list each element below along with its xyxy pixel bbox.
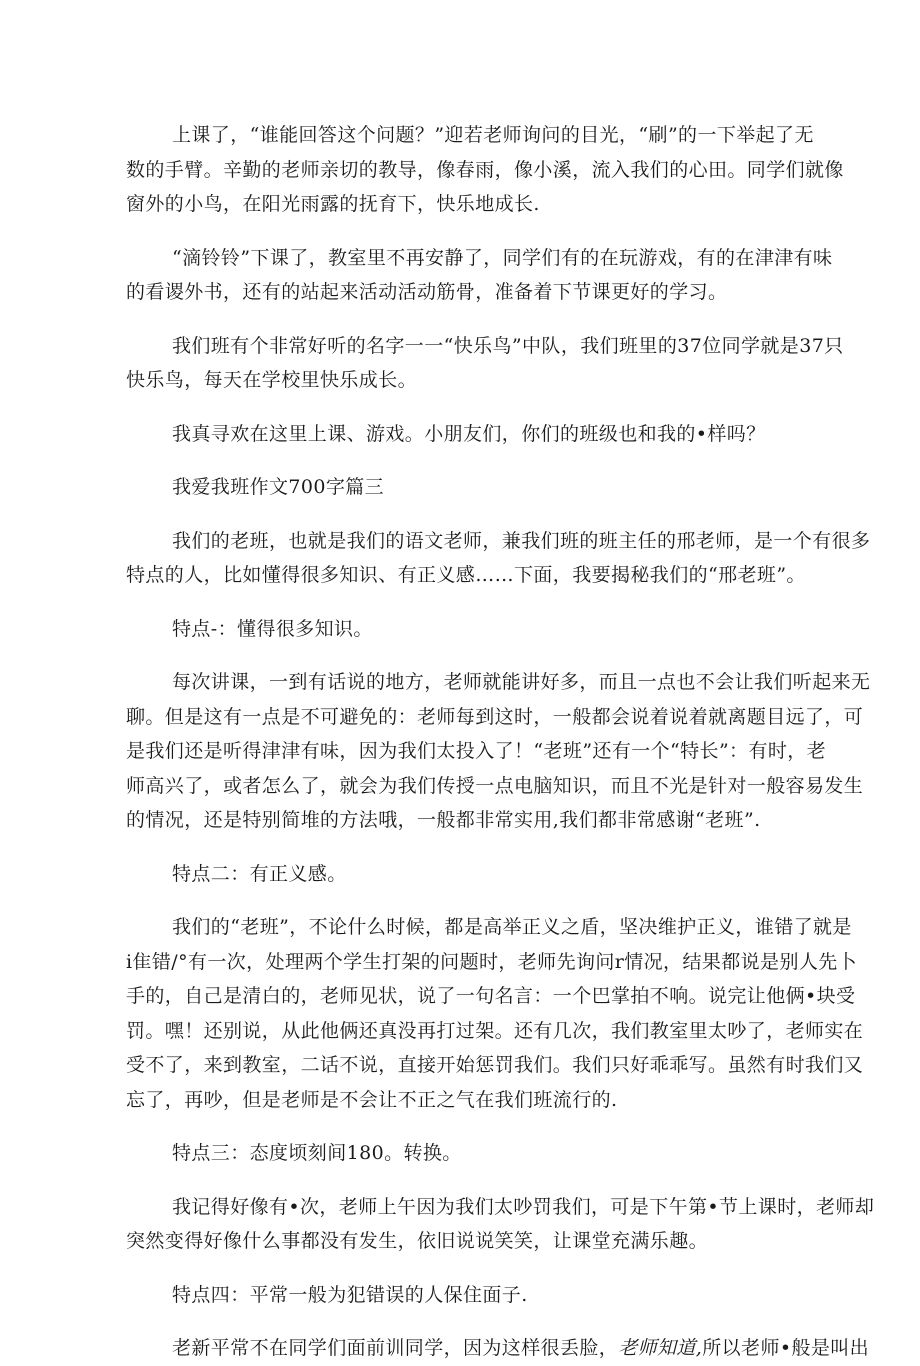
- paragraph-line: 罚。嘿！还别说，从此他俩还真没再打过架。还有几次，我们教室里太吵了，老师实在: [126, 1019, 864, 1042]
- paragraph-line: 聊。但是这有一点是不可避免的：老师每到这时，一般都会说着说着就离题目远了，可: [126, 705, 864, 728]
- paragraph-first-line: 特点四：平常一般为犯错误的人保住面子.: [172, 1283, 528, 1306]
- paragraph-line: 手的，自己是清白的，老师见状，说了一句名言：一个巴掌拍不响。说完让他俩•块受: [126, 985, 856, 1007]
- paragraph-first-line: 特点-：懂得很多知识。: [172, 617, 373, 640]
- paragraph-line: 特点的人，比如懂得很多知识、有正义感……下面，我要揭秘我们的“邢老班”。: [126, 564, 806, 586]
- paragraph-first-line: 每次讲课，一到有话说的地方，老师就能讲好多，而且一点也不会让我们听起来无: [172, 671, 871, 693]
- paragraph: [126, 910, 864, 1117]
- paragraph-first-line: 我们的老班，也就是我们的语文老师，兼我们班的班主任的邢老师，是一个有很多: [172, 529, 871, 552]
- paragraph: [126, 1190, 875, 1259]
- paragraph: [126, 118, 844, 222]
- paragraph-line: 窗外的小鸟，在阳光雨露的抚育下，快乐地成长.: [126, 193, 540, 215]
- paragraph: [172, 470, 778, 505]
- paragraph-first-line: 我记得好像有•次，老师上午因为我们太吵罚我们，可是下午第•节上课时，老师却: [172, 1195, 875, 1218]
- paragraph-line: 数的手臂。辛勤的老师亲切的教导，像春雨，像小溪，流入我们的心田。同学们就像: [126, 158, 844, 181]
- paragraph: [172, 1278, 778, 1313]
- paragraph-first-line: 我们班有个非常好听的名字一一“快乐鸟”中队，我们班里的37位同学就是37只: [172, 334, 844, 357]
- paragraph-line: 突然变得好像什么事都没有发生，依旧说说笑笑，让课堂充满乐趣。: [126, 1230, 709, 1252]
- paragraph-line: 的情况，还是特别简堆的方法哦，一般都非常实用,我们都非常感谢“老班”.: [126, 809, 761, 831]
- paragraph: [172, 1136, 778, 1171]
- paragraph: [126, 524, 871, 593]
- paragraph-line: i隹错/°有一次，处理两个学生打架的问题时，老师先询问r情况，结果都说是别人先卜: [126, 950, 858, 973]
- text-run: 所以老师•般是叫出: [702, 1337, 870, 1359]
- italic-text-run: 老师知道,: [618, 1337, 703, 1359]
- document-page: [126, 118, 875, 1366]
- paragraph-first-line: “滴铃铃”下课了，教室里不再安静了，同学们有的在玩游戏，有的在津津有味: [172, 246, 833, 269]
- paragraph-first-line: 我真寻欢在这里上课、游戏。小朋友们，你们的班级也和我的•样吗？: [172, 422, 766, 445]
- paragraph: [172, 1331, 870, 1366]
- paragraph: [172, 417, 778, 452]
- paragraph: [126, 329, 844, 398]
- paragraph-line: 快乐鸟，每天在学校里快乐成长。: [126, 369, 418, 391]
- paragraph-line: 师高兴了，或者怎么了，就会为我们传授一点电脑知识，而且不光是针对一般容易发生: [126, 774, 864, 797]
- paragraph: [172, 612, 778, 647]
- paragraph-line: 受不了，来到教室，二话不说，直接开始惩罚我们。我们只好乖乖写。虽然有时我们又: [126, 1054, 864, 1076]
- paragraph-line: 忘了，再吵，但是老师是不会让不正之气在我们班流行的.: [126, 1088, 618, 1111]
- paragraph-first-line: [172, 1331, 870, 1366]
- text-run: 老新平常不在同学们面前训同学，因为这样很丢脸，: [172, 1337, 619, 1359]
- paragraph: [126, 241, 833, 310]
- paragraph-line: 是我们还是听得津津有味，因为我们太投入了！“老班”还有一个“特长”：有时，老: [126, 740, 827, 762]
- paragraph-first-line: 我们的“老班”，不论什么时候，都是高举正义之盾，坚决维护正义，谁错了就是: [172, 916, 852, 938]
- paragraph-first-line: 特点二：有正义感。: [172, 862, 347, 885]
- paragraph: [126, 665, 871, 838]
- paragraph: [172, 857, 778, 892]
- paragraph-first-line: 特点三：态度顷刻间180。转换。: [172, 1142, 462, 1164]
- paragraph-first-line: 上课了，“谁能回答这个问题？”迎若老师询问的目光，“刷”的一下举起了无: [172, 124, 814, 146]
- paragraph-line: 的看谡外书，还有的站起来活动活动筋骨，准备着下节课更好的学习。: [126, 281, 728, 303]
- paragraph-first-line: 我爱我班作文700字篇三: [172, 476, 385, 498]
